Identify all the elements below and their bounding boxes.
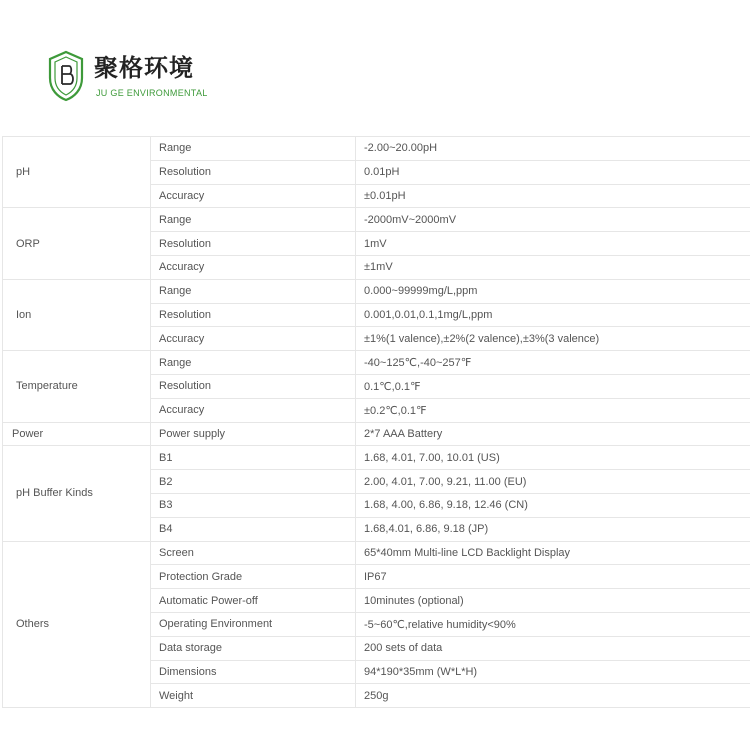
item-cell: Range bbox=[151, 137, 356, 161]
table-row bbox=[3, 279, 750, 303]
category-cell: ORP bbox=[3, 208, 151, 279]
value-cell: ±1mV bbox=[356, 255, 750, 279]
item-cell: Accuracy bbox=[151, 327, 356, 351]
item-cell: Automatic Power-off bbox=[151, 589, 356, 613]
value-cell: 0.000~99999mg/L,ppm bbox=[356, 279, 750, 303]
table-row bbox=[3, 422, 750, 446]
value-cell: 1.68, 4.00, 6.86, 9.18, 12.46 (CN) bbox=[356, 493, 750, 517]
table-row bbox=[3, 351, 750, 375]
item-cell: Data storage bbox=[151, 636, 356, 660]
value-cell: 65*40mm Multi-line LCD Backlight Display bbox=[356, 541, 750, 565]
item-cell: Resolution bbox=[151, 232, 356, 256]
value-cell: -2000mV~2000mV bbox=[356, 208, 750, 232]
item-cell: Power supply bbox=[151, 422, 356, 446]
item-cell: Protection Grade bbox=[151, 565, 356, 589]
item-cell: Operating Environment bbox=[151, 612, 356, 636]
category-cell: Power bbox=[3, 422, 151, 446]
logo-english-name: JU GE ENVIRONMENTAL bbox=[96, 88, 208, 98]
table-row bbox=[3, 137, 750, 161]
value-cell: 2*7 AAA Battery bbox=[356, 422, 750, 446]
value-cell: 1.68,4.01, 6.86, 9.18 (JP) bbox=[356, 517, 750, 541]
category-cell: Ion bbox=[3, 279, 151, 350]
value-cell: ±0.2℃,0.1℉ bbox=[356, 398, 750, 422]
category-cell: pH bbox=[3, 137, 151, 208]
value-cell: 0.1℃,0.1℉ bbox=[356, 374, 750, 398]
value-cell: 0.001,0.01,0.1,1mg/L,ppm bbox=[356, 303, 750, 327]
item-cell: Resolution bbox=[151, 303, 356, 327]
item-cell: B2 bbox=[151, 470, 356, 494]
item-cell: Accuracy bbox=[151, 398, 356, 422]
item-cell: Range bbox=[151, 279, 356, 303]
value-cell: 10minutes (optional) bbox=[356, 589, 750, 613]
value-cell: ±0.01pH bbox=[356, 184, 750, 208]
value-cell: -5~60℃,relative humidity<90% bbox=[356, 612, 750, 636]
value-cell: -2.00~20.00pH bbox=[356, 137, 750, 161]
item-cell: Screen bbox=[151, 541, 356, 565]
item-cell: Range bbox=[151, 208, 356, 232]
table-row bbox=[3, 446, 750, 470]
value-cell: IP67 bbox=[356, 565, 750, 589]
item-cell: Accuracy bbox=[151, 184, 356, 208]
item-cell: Resolution bbox=[151, 160, 356, 184]
item-cell: Range bbox=[151, 351, 356, 375]
category-cell: Temperature bbox=[3, 351, 151, 422]
value-cell: -40~125℃,-40~257℉ bbox=[356, 351, 750, 375]
item-cell: Dimensions bbox=[151, 660, 356, 684]
brand-logo bbox=[48, 50, 248, 106]
value-cell: ±1%(1 valence),±2%(2 valence),±3%(3 valence) bbox=[356, 327, 750, 351]
value-cell: 250g bbox=[356, 684, 750, 708]
value-cell: 200 sets of data bbox=[356, 636, 750, 660]
category-cell: Others bbox=[3, 541, 151, 708]
item-cell: B3 bbox=[151, 493, 356, 517]
item-cell: Weight bbox=[151, 684, 356, 708]
item-cell: B4 bbox=[151, 517, 356, 541]
value-cell: 1mV bbox=[356, 232, 750, 256]
logo-chinese-name: 聚格环境 bbox=[94, 54, 194, 82]
category-cell: pH Buffer Kinds bbox=[3, 446, 151, 541]
table-row bbox=[3, 208, 750, 232]
item-cell: Accuracy bbox=[151, 255, 356, 279]
value-cell: 2.00, 4.01, 7.00, 9.21, 11.00 (EU) bbox=[356, 470, 750, 494]
value-cell: 1.68, 4.01, 7.00, 10.01 (US) bbox=[356, 446, 750, 470]
item-cell: B1 bbox=[151, 446, 356, 470]
value-cell: 0.01pH bbox=[356, 160, 750, 184]
spec-table bbox=[2, 136, 750, 708]
shield-logo-icon bbox=[48, 50, 84, 102]
item-cell: Resolution bbox=[151, 374, 356, 398]
value-cell: 94*190*35mm (W*L*H) bbox=[356, 660, 750, 684]
table-row bbox=[3, 541, 750, 565]
